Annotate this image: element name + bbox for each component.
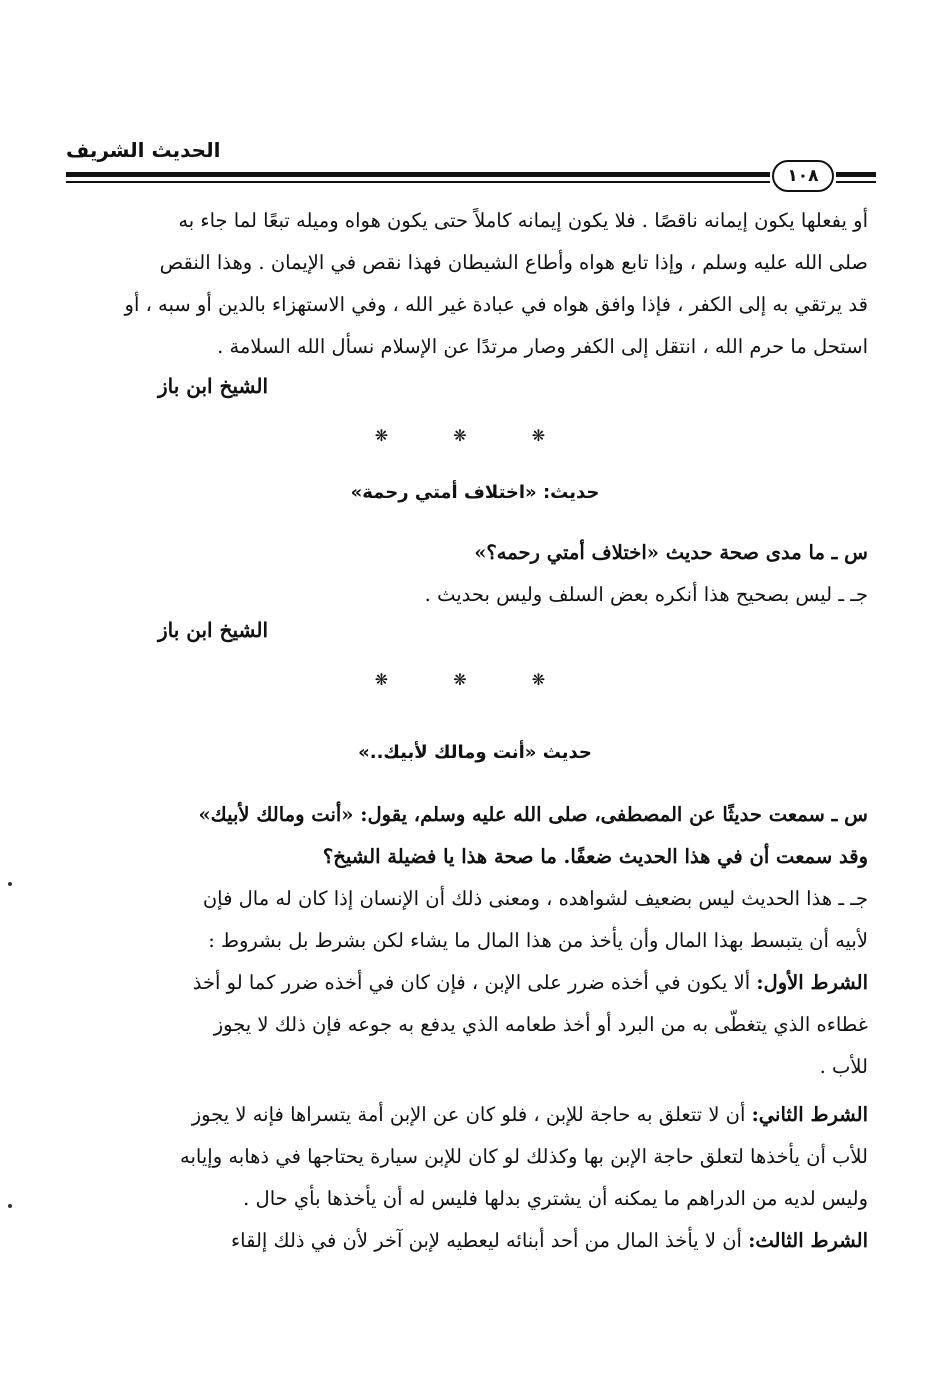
condition-text: أن لا يأخذ المال من أحد أبنائه ليعطيه لإبن آخر لأن في ذلك إلقاء bbox=[230, 1229, 749, 1252]
header-rule-thin bbox=[66, 181, 770, 183]
condition-line: وليس لديه من الدراهم ما يمكنه أن يشتري بدلها فليس له أن يأخذها بأي حال . bbox=[243, 1187, 868, 1210]
condition-text: أن لا تتعلق به حاجة للإبن ، فلو كان عن الإبن أمة يتسراها فإنه لا يجوز bbox=[191, 1103, 752, 1126]
condition-line: للأب . bbox=[819, 1055, 868, 1078]
separator-stars: ❋ ❋ ❋ bbox=[374, 426, 576, 445]
condition-label: الشرط الأول: bbox=[756, 971, 868, 994]
question-line: س ـ سمعت حديثًا عن المصطفى، صلى الله عليه وسلم، يقول: «أنت ومالك لأبيك» bbox=[198, 803, 868, 826]
question: س ـ ما مدى صحة حديث «اختلاف أمتي رحمه؟» bbox=[474, 541, 868, 564]
scan-speck bbox=[8, 1204, 12, 1208]
running-title: الحديث الشريف bbox=[66, 138, 221, 162]
separator-stars: ❋ ❋ ❋ bbox=[374, 670, 576, 689]
condition-text: ألا يكون في أخذه ضرر على الإبن ، فإن كان في أخذه ضرر كما لو أخذ bbox=[192, 971, 757, 994]
signature: الشيخ ابن باز bbox=[157, 618, 268, 642]
section-heading: حديث: «اختلاف أمتي رحمة» bbox=[350, 482, 600, 503]
condition-line: غطاءه الذي يتغطّى به من البرد أو أخذ طعامه الذي يدفع به جوعه فإن ذلك لا يجوز bbox=[213, 1013, 868, 1036]
condition-line: للأب أن يأخذها لتعلق حاجة الإبن بها وكذلك لو كان للإبن سيارة يحتاجها في ذهابه وإيابه bbox=[180, 1145, 868, 1168]
condition-line bbox=[68, 962, 868, 1004]
text-line: صلى الله عليه وسلم ، وإذا تابع هواه وأطاع الشيطان فهذا نقص في الإيمان . وهذا النقص bbox=[159, 251, 868, 274]
condition-line bbox=[68, 1094, 868, 1136]
question-line: وقد سمعت أن في هذا الحديث ضعفًا. ما صحة هذا يا فضيلة الشيخ؟ bbox=[322, 845, 868, 868]
condition-label: الشرط الثاني: bbox=[751, 1103, 868, 1126]
page-number: ١٠٨ bbox=[772, 160, 834, 192]
header-rule-right bbox=[836, 172, 876, 177]
condition-label: الشرط الثالث: bbox=[748, 1229, 868, 1252]
header-rule-right-thin bbox=[836, 181, 876, 183]
answer: جـ ـ ليس بصحيح هذا أنكره بعض السلف وليس بحديث . bbox=[424, 583, 868, 606]
section1-paragraph bbox=[68, 200, 868, 368]
text-line: أو يفعلها يكون إيمانه ناقصًا . فلا يكون إيمانه كاملاً حتى يكون هواه وميله تبعًا لما جاء به bbox=[178, 209, 868, 232]
answer-line: لأبيه أن يتبسط بهذا المال وأن يأخذ من هذا المال ما يشاء لكن بشرط بل بشروط : bbox=[208, 929, 868, 952]
section2-qa bbox=[68, 532, 868, 616]
header-rule-thick bbox=[66, 172, 770, 177]
answer-line: جـ ـ هذا الحديث ليس بضعيف لشواهده ، ومعنى ذلك أن الإنسان إذا كان له مال فإن bbox=[202, 887, 868, 910]
section3-body bbox=[68, 794, 868, 1262]
condition-line bbox=[68, 1220, 868, 1262]
text-line: استحل ما حرم الله ، انتقل إلى الكفر وصار مرتدًا عن الإسلام نسأل الله السلامة . bbox=[217, 335, 868, 358]
text-line: قد يرتقي به إلى الكفر ، فإذا وافق هواه في عبادة غير الله ، وفي الاستهزاء بالدين أو سبه ، أو bbox=[124, 293, 868, 316]
section-heading: حديث «أنت ومالك لأبيك..» bbox=[358, 742, 592, 763]
signature: الشيخ ابن باز bbox=[157, 374, 268, 398]
scan-speck bbox=[8, 882, 12, 886]
